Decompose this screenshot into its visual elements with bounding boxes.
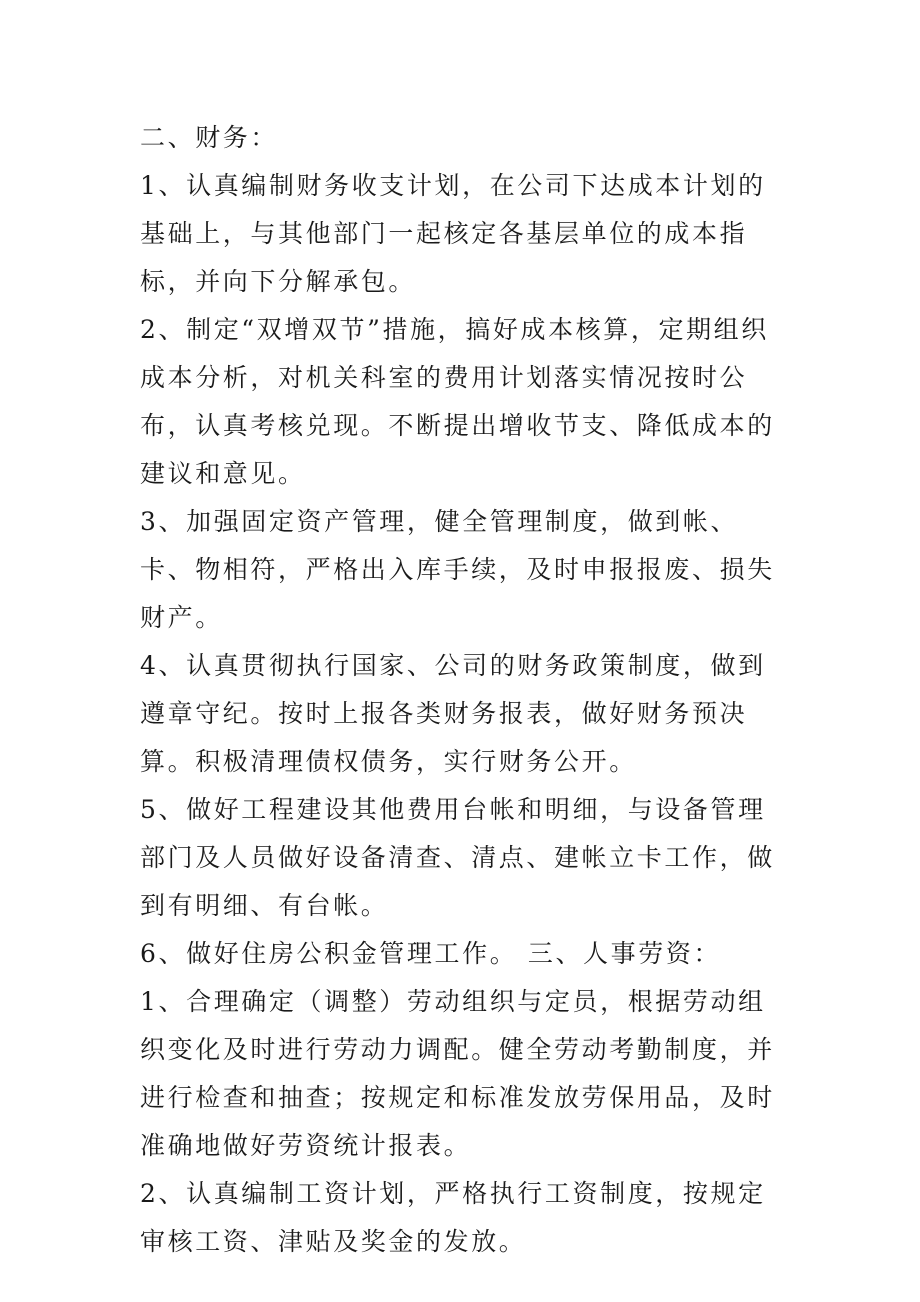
document-body [140,114,790,1266]
paragraph-hr-item-2: 2、认真编制工资计划，严格执行工资制度，按规定审核工资、津贴及奖金的发放。 [140,1179,766,1256]
paragraph-hr-item-1: 1、合理确定（调整）劳动组织与定员，根据劳动组织变化及时进行劳动力调配。健全劳动考勤制度，并进行检查和抽查；按规定和标准发放劳保用品，及时准确地做好劳资统计报表。 [140,987,775,1160]
paragraph-finance-item-4: 4、认真贯彻执行国家、公司的财务政策制度，做到遵章守纪。按时上报各类财务报表，做好财务预决算。积极清理债权债务，实行财务公开。 [140,651,766,776]
paragraph-finance-item-6-and-hr-heading: 6、做好住房公积金管理工作。 三、人事劳资： [140,939,722,968]
paragraph-finance-item-3: 3、加强固定资产管理，健全管理制度，做到帐、卡、物相符，严格出入库手续，及时申报报废、损失财产。 [140,507,775,632]
section-heading-finance: 二、财务： [140,123,279,152]
paragraph-finance-item-5: 5、做好工程建设其他费用台帐和明细，与设备管理部门及人员做好设备清查、清点、建帐立卡工作，做到有明细、有台帐。 [140,795,775,920]
paragraph-finance-item-1: 1、认真编制财务收支计划，在公司下达成本计划的基础上，与其他部门一起核定各基层单位的成本指标，并向下分解承包。 [140,171,766,296]
paragraph-finance-item-2: 2、制定“双增双节”措施，搞好成本核算，定期组织成本分析，对机关科室的费用计划落实情况按时公布，认真考核兑现。不断提出增收节支、降低成本的建议和意见。 [140,315,775,488]
